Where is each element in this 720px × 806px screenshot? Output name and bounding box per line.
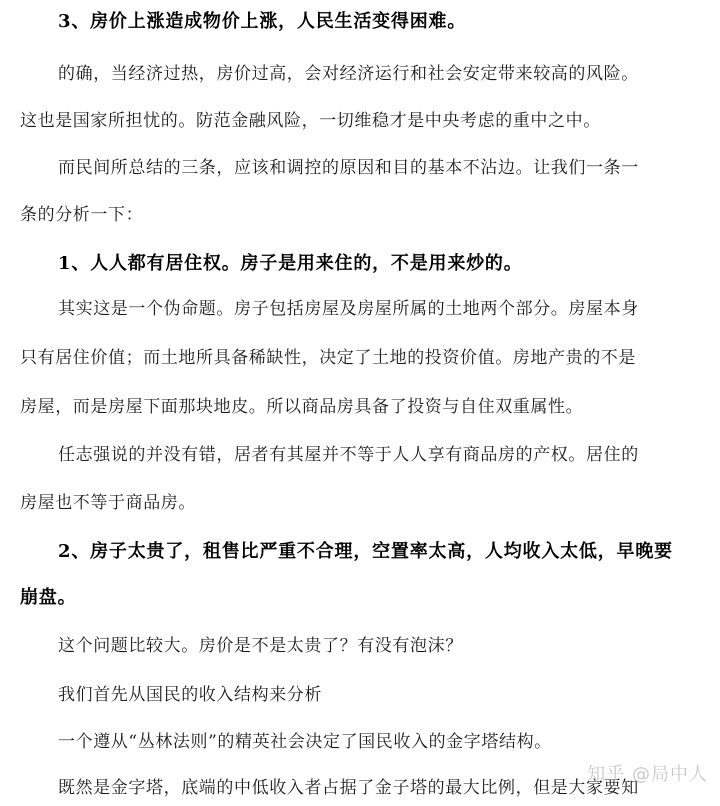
paragraph-line: 房屋，而是房屋下面那块地皮。所以商品房具备了投资与自住双重属性。 [20, 397, 584, 417]
paragraph-line: 这也是国家所担忧的。防范金融风险，一切维稳才是中央考虑的重中之中。 [20, 111, 601, 131]
paragraph-line: 而民间所总结的三条，应该和调控的原因和目的基本不沾边。让我们一条一 [58, 158, 639, 178]
section-heading-2-continued: 崩盘。 [20, 587, 77, 608]
paragraph-line: 的确，当经济过热，房价过高，会对经济运行和社会安定带来较高的风险。 [58, 64, 639, 84]
paragraph-line: 这个问题比较大。房价是不是太贵了？有没有泡沫？ [58, 636, 463, 656]
section-heading-1: 1、人人都有居住权。房子是用来住的，不是用来炒的。 [58, 253, 523, 274]
paragraph-line: 只有居住价值；而土地所具备稀缺性，决定了土地的投资价值。房地产贵的不是 [20, 348, 636, 368]
section-heading-2: 2、房子太贵了，租售比严重不合理，空置率太高，人均收入太低，早晚要 [58, 541, 673, 562]
watermark: 知乎 @局中人 [587, 764, 708, 785]
paragraph-line: 一个遵从“丛林法则”的精英社会决定了国民收入的金字塔结构。 [58, 732, 552, 752]
paragraph-line: 条的分析一下： [20, 205, 144, 225]
paragraph-line: 既然是金字塔，底端的中低收入者占据了金子塔的最大比例，但是大家要知 [58, 778, 639, 798]
paragraph-line: 其实这是一个伪命题。房子包括房屋及房屋所属的土地两个部分。房屋本身 [58, 299, 639, 319]
paragraph-line: 房屋也不等于商品房。 [20, 493, 196, 513]
paragraph-line: 我们首先从国民的收入结构来分析 [58, 685, 322, 705]
paragraph-line: 任志强说的并没有错，居者有其屋并不等于人人享有商品房的产权。居住的 [58, 445, 639, 465]
section-heading-3: 3、房价上涨造成物价上涨，人民生活变得困难。 [58, 11, 467, 32]
